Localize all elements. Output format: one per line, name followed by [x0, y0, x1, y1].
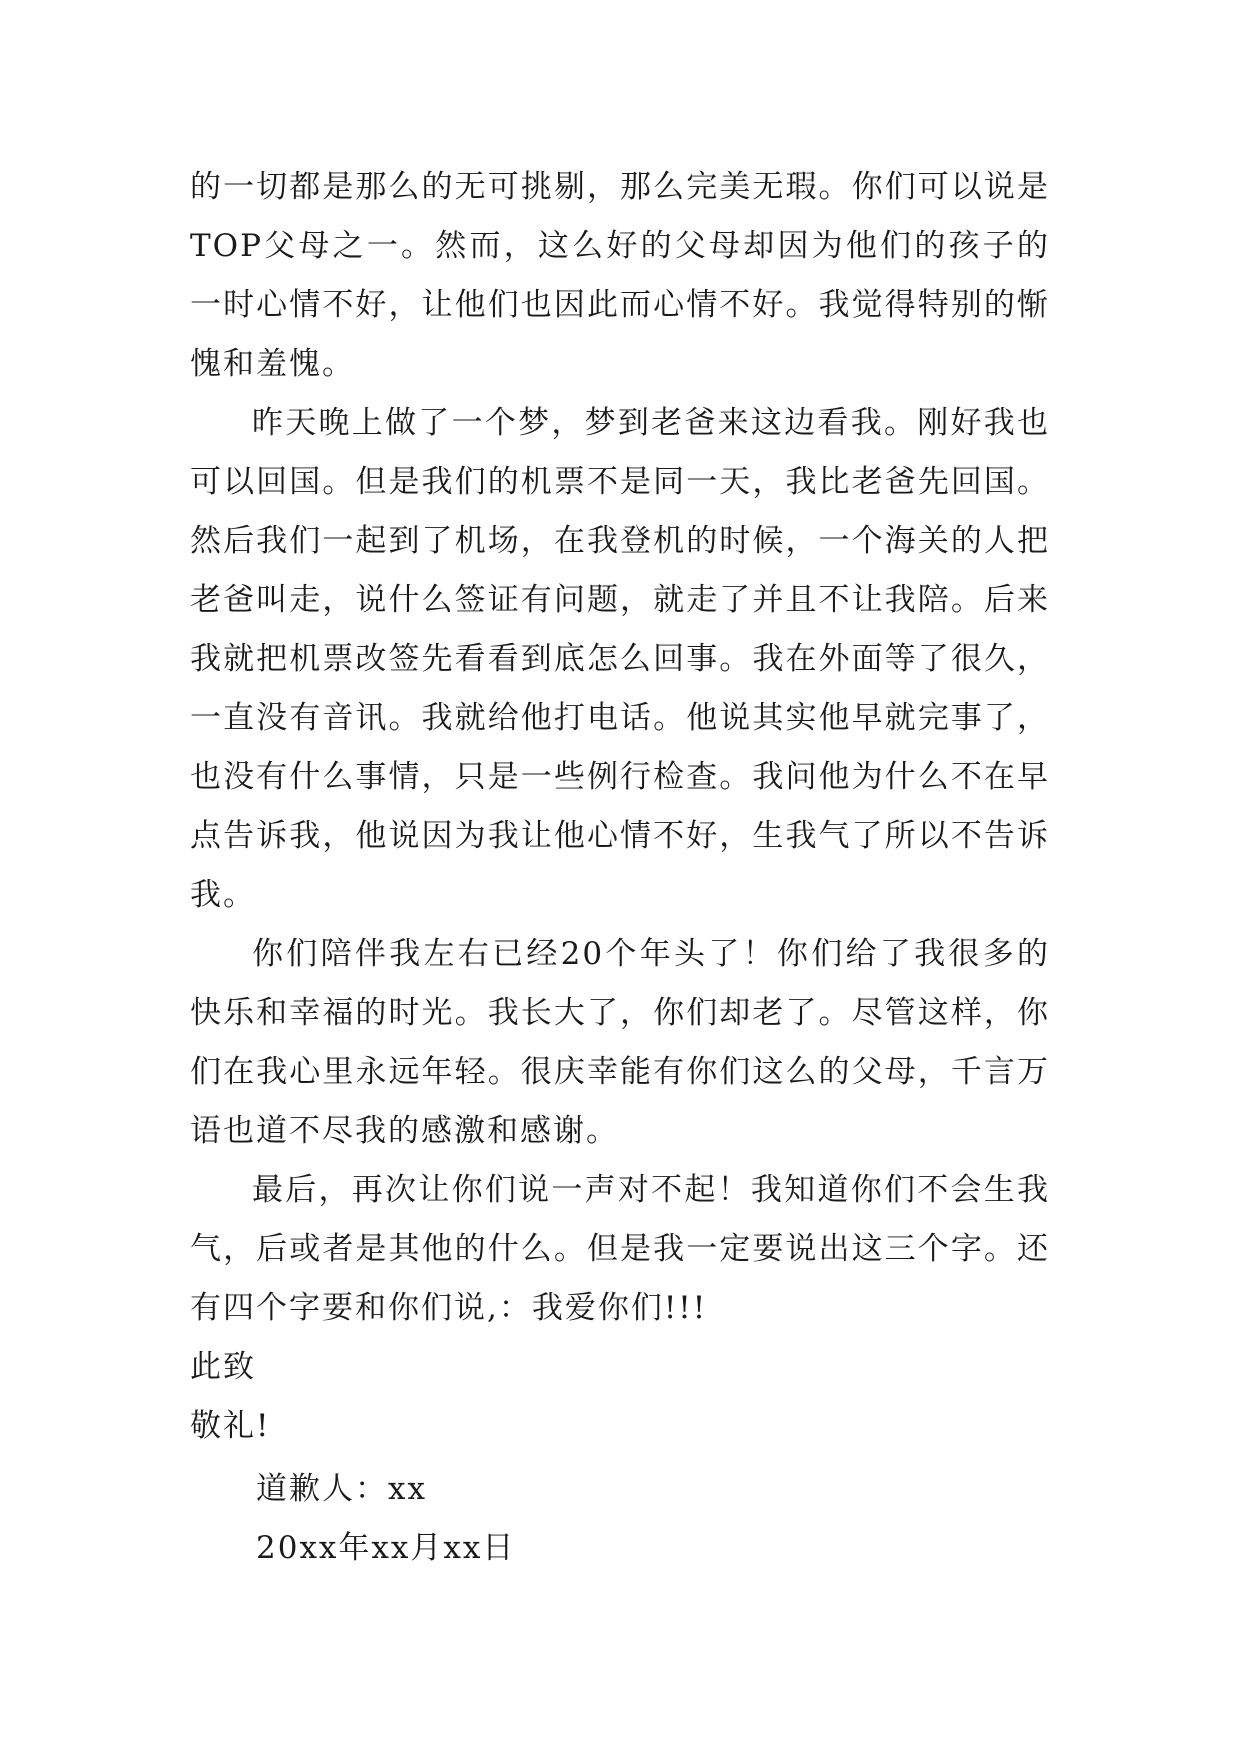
- paragraph-1: 的一切都是那么的无可挑剔，那么完美无瑕。你们可以说是TOP父母之一。然而，这么好的父母却因为他们的孩子的一时心情不好，让他们也因此而心情不好。我觉得特别的惭愧和羞愧。: [190, 169, 1050, 382]
- signature-author: 道歉人：xx: [256, 1471, 427, 1507]
- letter-body: [190, 158, 1050, 1578]
- signature-date: 20xx年xx月xx日: [256, 1530, 516, 1566]
- paragraph-3: 你们陪伴我左右已经20个年头了！你们给了我很多的快乐和幸福的时光。我长大了，你们却老了。尽管这样，你们在我心里永远年轻。很庆幸能有你们这么的父母，千言万语也道不尽我的感激和感谢。: [190, 936, 1050, 1149]
- closing-regards: 敬礼!: [190, 1408, 271, 1444]
- closing-salutation: 此致: [190, 1349, 256, 1385]
- paragraph-2: 昨天晚上做了一个梦，梦到老爸来这边看我。刚好我也可以回国。但是我们的机票不是同一天，我比老爸先回国。然后我们一起到了机场，在我登机的时候，一个海关的人把老爸叫走，说什么签证有问题，就走了并且不让我陪。后来我就把机票改签先看看到底怎么回事。我在外面等了很久，一直没有音讯。我就给他打电话。他说其实他早就完事了，也没有什么事情，只是一些例行检查。我问他为什么不在早点告诉我，他说因为我让他心情不好，生我气了所以不告诉我。: [190, 405, 1050, 913]
- paragraph-4: 最后，再次让你们说一声对不起！我知道你们不会生我气，后或者是其他的什么。但是我一定要说出这三个字。还有四个字要和你们说,：我爱你们!!!: [190, 1172, 1050, 1326]
